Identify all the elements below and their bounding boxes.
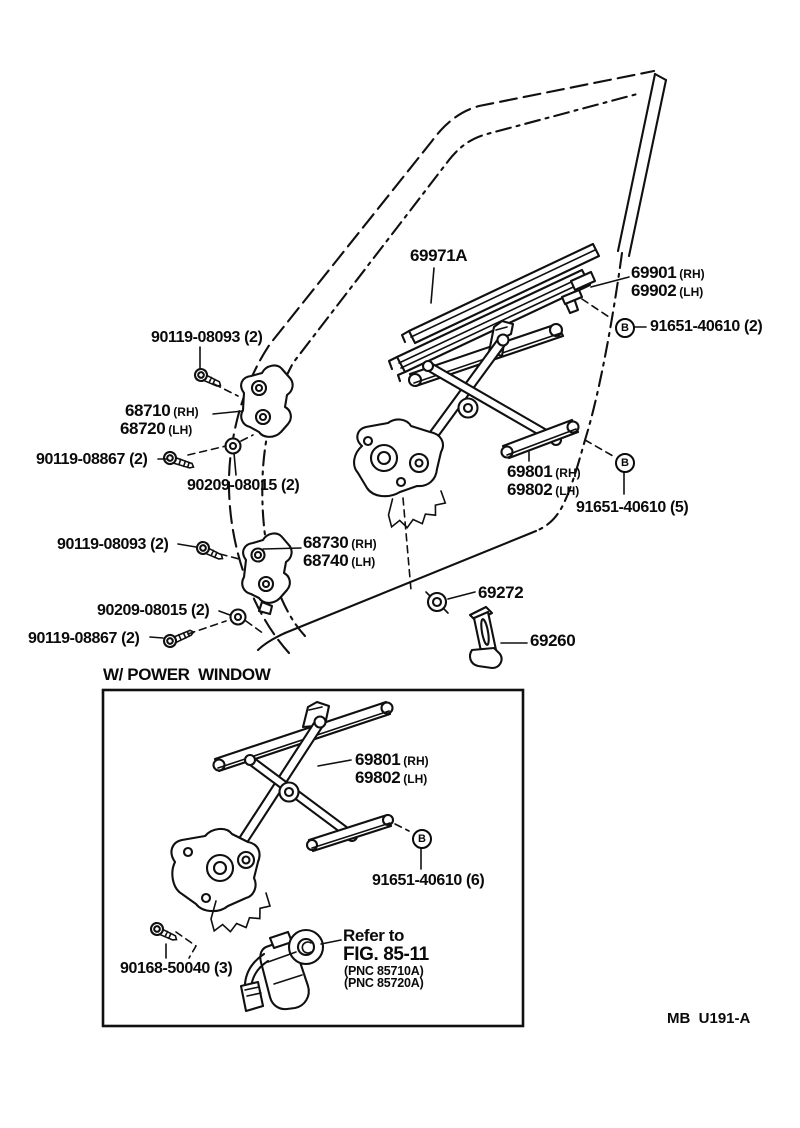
label-90209-08015-upper: 90209-08015 (2) xyxy=(187,477,300,494)
door-hinge-upper xyxy=(241,366,292,437)
label-90168-50040: 90168-50040 (3) xyxy=(120,960,233,977)
label-91651-40610-2: 91651-40610 (2) xyxy=(650,318,763,335)
label-91651-40610-5: 91651-40610 (5) xyxy=(576,499,689,516)
door-hinge-lower xyxy=(242,533,291,614)
fastener-symbol-b-mid: B xyxy=(615,453,635,473)
label-pnc-85720a: (PNC 85720A) xyxy=(344,976,424,990)
power-window-section-title: W/ POWER WINDOW xyxy=(103,665,271,684)
label-90119-08867-upper: 90119-08867 (2) xyxy=(36,451,148,468)
power-window-motor xyxy=(241,930,323,1011)
label-68710: 68710 (RH) xyxy=(125,401,199,420)
glass-stopper-69260 xyxy=(470,607,502,668)
label-90119-08867-lower: 90119-08867 (2) xyxy=(28,630,140,647)
plate-code: MB U191-A xyxy=(667,1010,751,1027)
label-69801-main: 69801 (RH) xyxy=(507,462,581,481)
label-68720: 68720 (LH) xyxy=(120,419,193,438)
label-91651-40610-6: 91651-40610 (6) xyxy=(372,872,485,889)
fastener-symbol-b-top: B xyxy=(615,318,635,338)
label-69802-pw: 69802 (LH) xyxy=(355,768,428,787)
label-69902: 69902 (LH) xyxy=(631,281,704,300)
label-69260: 69260 xyxy=(530,631,576,650)
label-69801-pw: 69801 (RH) xyxy=(355,750,429,769)
label-68740: 68740 (LH) xyxy=(303,551,376,570)
label-90119-08093-upper: 90119-08093 (2) xyxy=(151,329,263,346)
label-68730: 68730 (RH) xyxy=(303,533,377,552)
power-window-regulator xyxy=(149,702,393,958)
label-refer-to: Refer to xyxy=(343,926,405,945)
window-regulator xyxy=(354,321,578,590)
label-69901: 69901 (RH) xyxy=(631,263,705,282)
label-69971A: 69971A xyxy=(410,246,468,265)
label-90209-08015-lower: 90209-08015 (2) xyxy=(97,602,210,619)
fastener-symbol-b-pw: B xyxy=(412,829,432,849)
label-pnc-85710a: (PNC 85710A) xyxy=(344,964,424,978)
label-fig-85-11: FIG. 85-11 xyxy=(343,944,429,965)
label-69802-main: 69802 (LH) xyxy=(507,480,580,499)
label-90119-08093-lower: 90119-08093 (2) xyxy=(57,536,169,553)
label-69272: 69272 xyxy=(478,583,524,602)
